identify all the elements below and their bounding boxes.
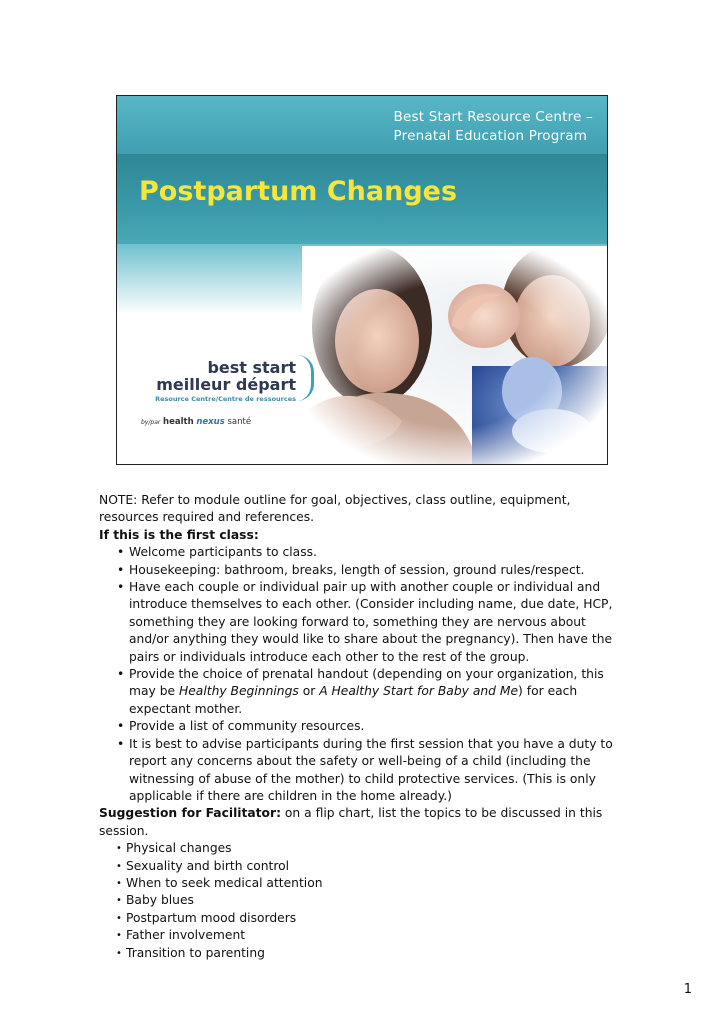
slide-title: Postpartum Changes bbox=[139, 176, 458, 207]
handout-or: or bbox=[298, 684, 320, 699]
logo-health: health bbox=[163, 417, 194, 427]
list-item: • Sexuality and birth control bbox=[99, 858, 619, 875]
facilitator-text: on a flip chart, list the topics to be discussed in this session. bbox=[99, 806, 603, 838]
list-item: • Baby blues bbox=[99, 892, 619, 909]
list-item: • Welcome participants to class. bbox=[99, 544, 619, 561]
logo-sante: santé bbox=[227, 417, 252, 427]
speaker-notes bbox=[99, 492, 619, 962]
logo-nexus: nexus bbox=[196, 417, 225, 427]
list-item: • Father involvement bbox=[99, 927, 619, 944]
logo-line-french: meilleur départ bbox=[156, 375, 296, 394]
photo-collage bbox=[302, 246, 607, 464]
best-start-logo bbox=[139, 351, 314, 436]
list-item: • Housekeeping: bathroom, breaks, length of session, ground rules/respect. bbox=[99, 562, 619, 579]
slide-image bbox=[116, 95, 608, 465]
note-intro: NOTE: Refer to module outline for goal, objectives, class outline, equipment, resources required and references. bbox=[99, 493, 571, 525]
handout-suffix: ) for each expectant mother. bbox=[129, 684, 578, 716]
handout-title-2: A Healthy Start for Baby and Me bbox=[319, 684, 519, 699]
logo-subtitle: Resource Centre/Centre de ressources bbox=[155, 395, 296, 403]
photo-collage-illustration bbox=[302, 246, 607, 464]
list-item: • Have each couple or individual pair up with another couple or individual and introduce themselves to each other. (Consider including name, due date, HCP, something they are looking forward to, something they are nervous about and/or anything they would like to share about the pregnancy). Then have the pairs or individuals introduce each other to the rest of the group. bbox=[99, 579, 619, 666]
facilitator-suggestion bbox=[99, 805, 619, 840]
list-item: • Transition to parenting bbox=[99, 945, 619, 962]
list-item: • When to seek medical attention bbox=[99, 875, 619, 892]
logo-line-english: best start bbox=[207, 358, 296, 377]
list-item: • Provide a list of community resources. bbox=[99, 718, 619, 735]
handout-title-1: Healthy Beginnings bbox=[178, 684, 299, 699]
handout-prefix: Provide the choice of prenatal handout (depending on your organization, this may be bbox=[129, 667, 604, 699]
logo-wordmark bbox=[156, 359, 296, 393]
list-item-handout bbox=[99, 666, 619, 718]
first-class-list bbox=[99, 544, 619, 805]
slide-header-text bbox=[394, 108, 593, 146]
slide-header-line-2: Prenatal Education Program bbox=[393, 128, 588, 144]
list-item: • It is best to advise participants during the first session that you have a duty to report any concerns about the safety or well-being of a child (including the witnessing of abuse of the mother) to child protective services. (This is only applicable if there are children in the home already.) bbox=[99, 736, 619, 806]
facilitator-label: Suggestion for Facilitator: bbox=[99, 806, 281, 821]
logo-byline bbox=[141, 417, 251, 427]
first-class-heading: If this is the first class: bbox=[99, 527, 259, 542]
topics-list bbox=[99, 840, 619, 962]
list-item: • Postpartum mood disorders bbox=[99, 910, 619, 927]
slide-header-line-1: Best Start Resource Centre – bbox=[393, 109, 593, 125]
list-item: • Physical changes bbox=[99, 840, 619, 857]
logo-bracket-icon bbox=[297, 355, 314, 401]
logo-by: by/par bbox=[141, 419, 161, 426]
page-number: 1 bbox=[683, 982, 692, 997]
